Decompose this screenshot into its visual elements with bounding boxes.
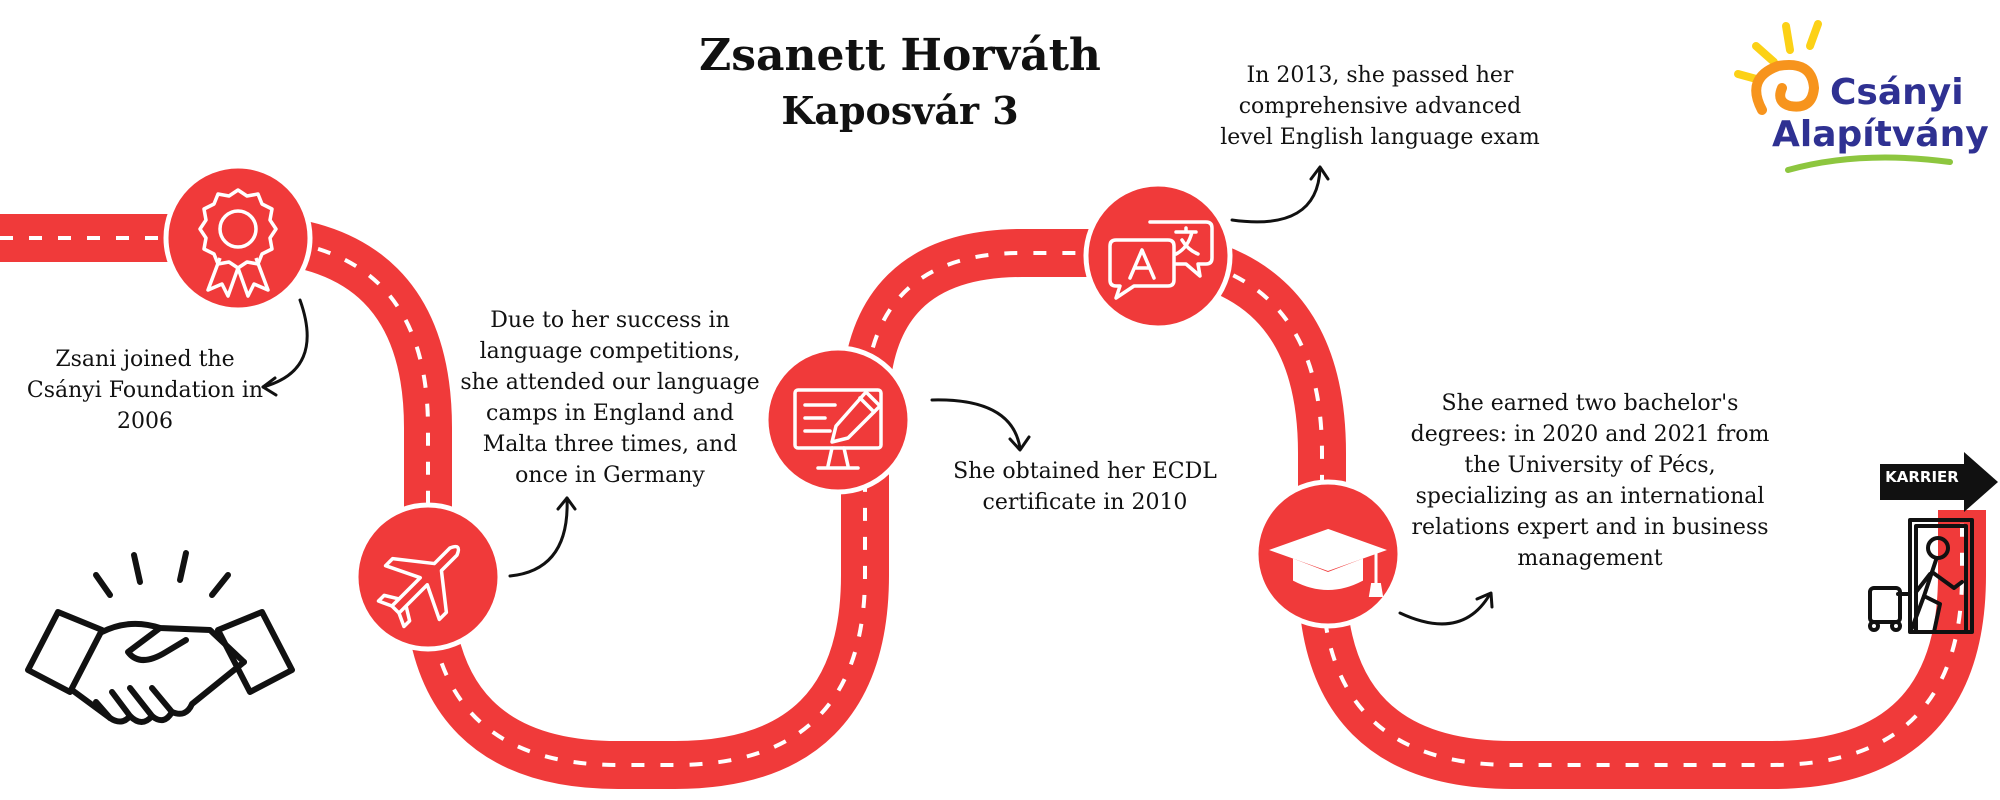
arrow-4 xyxy=(1232,168,1320,222)
milestone-4-caption: In 2013, she passed her comprehensive advanced level English language exam xyxy=(1220,63,1540,150)
milestone-4-badge xyxy=(1086,184,1230,328)
milestone-3-caption: She obtained her ECDL certificate in 2010 xyxy=(953,459,1217,515)
page-subtitle: Kaposvár 3 xyxy=(781,88,1019,133)
milestone-2-caption: Due to her success in language competitions, she attended our language camps in England and Malta three times, and once in Germany xyxy=(460,308,760,488)
milestone-1-badge xyxy=(166,166,310,310)
logo-text-line1: Csányi xyxy=(1830,72,1964,113)
milestone-1-caption: Zsani joined the Csányi Foundation in 2006 xyxy=(26,347,264,434)
milestone-2-badge xyxy=(356,505,500,649)
arrow-3 xyxy=(932,400,1020,448)
karrier-label: KARRIER xyxy=(1885,468,1959,486)
page-title: Zsanett Horváth xyxy=(699,30,1101,81)
milestone-5-badge xyxy=(1256,482,1400,626)
milestone-5-caption: She earned two bachelor's degrees: in 2020 and 2021 from the University of Pécs, specializing as an international relations expert and in business management xyxy=(1410,391,1770,571)
handshake-icon xyxy=(28,553,292,722)
milestone-3-badge xyxy=(766,348,910,492)
logo-text-line2: Alapítvány xyxy=(1772,114,1989,155)
